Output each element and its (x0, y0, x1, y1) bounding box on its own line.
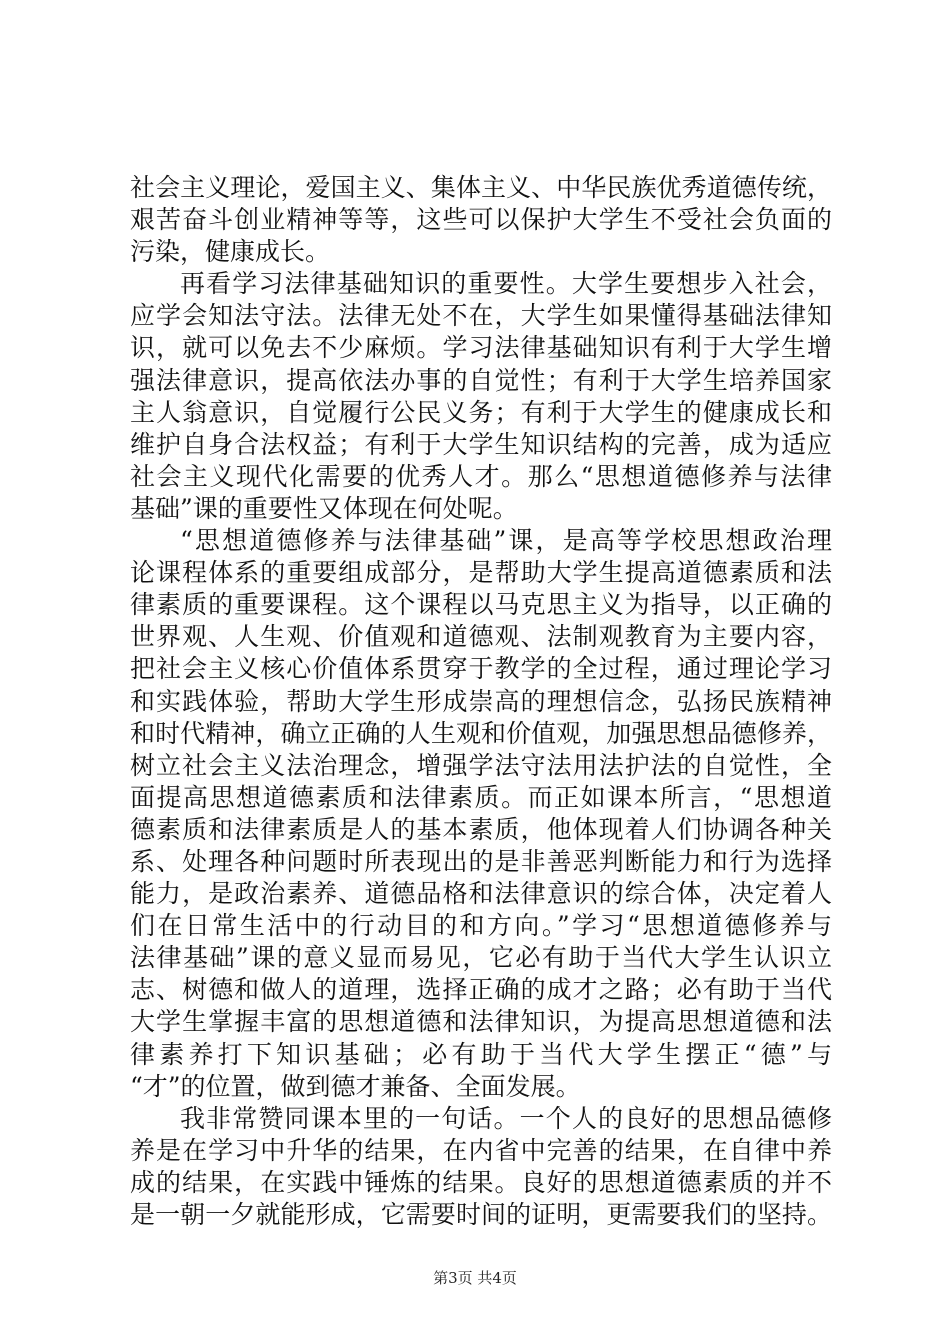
text-line: 艰苦奋斗创业精神等等，这些可以保护大学生不受社会负面的 (130, 205, 832, 235)
page-number-footer: 第3页 共4页 (433, 1269, 517, 1287)
text-line: 把社会主义核心价值体系贯穿于教学的全过程，通过理论学习 (130, 654, 832, 684)
text-line: 应学会知法守法。法律无处不在，大学生如果懂得基础法律知 (130, 301, 832, 331)
text-line: 污染，健康成长。 (130, 237, 331, 267)
text-line: 社会主义理论，爱国主义、集体主义、中华民族优秀道德传统， (130, 173, 832, 202)
text-line: 我非常赞同课本里的一句话。一个人的良好的思想品德修 (180, 1103, 832, 1133)
text-line: 养是在学习中升华的结果，在内省中完善的结果，在自律中养 (130, 1135, 832, 1165)
text-line: 世界观、人生观、价值观和道德观、法制观教育为主要内容， (130, 622, 832, 652)
text-line: 律素养打下知识基础；必有助于当代大学生摆正“德”与 (130, 1039, 832, 1069)
text-line: 识，就可以免去不少麻烦。学习法律基础知识有利于大学生增 (130, 333, 832, 363)
text-line: 和时代精神，确立正确的人生观和价值观，加强思想品德修养， (130, 718, 832, 748)
text-line: 德素质和法律素质是人的基本素质，他体现着人们协调各种关 (130, 814, 832, 844)
text-line: 能力，是政治素养、道德品格和法律意识的综合体，决定着人 (130, 879, 832, 909)
body-text (130, 172, 832, 1231)
text-line: 论课程体系的重要组成部分，是帮助大学生提高道德素质和法 (130, 558, 832, 588)
text-line: 树立社会主义法治理念，增强学法守法用法护法的自觉性，全 (130, 750, 832, 780)
text-line: 系、处理各种问题时所表现出的是非善恶判断能力和行为选择 (130, 846, 832, 876)
text-line: 律素质的重要课程。这个课程以马克思主义为指导，以正确的 (130, 590, 832, 620)
text-line: 社会主义现代化需要的优秀人才。那么“思想道德修养与法律 (130, 461, 832, 491)
text-line: 面提高思想道德素质和法律素质。而正如课本所言，“思想道 (130, 782, 832, 812)
text-line: 法律基础”课的意义显而易见，它必有助于当代大学生认识立 (130, 943, 832, 973)
text-line: “思想道德修养与法律基础”课，是高等学校思想政治理 (180, 526, 832, 556)
text-line: 大学生掌握丰富的思想道德和法律知识，为提高思想道德和法 (130, 1007, 832, 1037)
text-line: 再看学习法律基础知识的重要性。大学生要想步入社会， (180, 269, 832, 299)
text-line: 是一朝一夕就能形成，它需要时间的证明，更需要我们的坚持。 (130, 1200, 832, 1229)
text-line: 强法律意识，提高依法办事的自觉性；有利于大学生培养国家 (130, 365, 832, 395)
text-line: 维护自身合法权益；有利于大学生知识结构的完善，成为适应 (130, 429, 832, 459)
text-line: 们在日常生活中的行动目的和方向。”学习“思想道德修养与 (130, 911, 832, 941)
text-line: 成的结果，在实践中锤炼的结果。良好的思想道德素质的并不 (130, 1167, 832, 1197)
text-line: 志、树德和做人的道理，选择正确的成才之路；必有助于当代 (130, 975, 832, 1005)
text-line: 主人翁意识，自觉履行公民义务；有利于大学生的健康成长和 (130, 397, 832, 427)
text-line: “才”的位置，做到德才兼备、全面发展。 (130, 1071, 581, 1101)
text-line: 基础”课的重要性又体现在何处呢。 (130, 493, 518, 523)
text-line: 和实践体验，帮助大学生形成崇高的理想信念，弘扬民族精神 (130, 686, 832, 716)
